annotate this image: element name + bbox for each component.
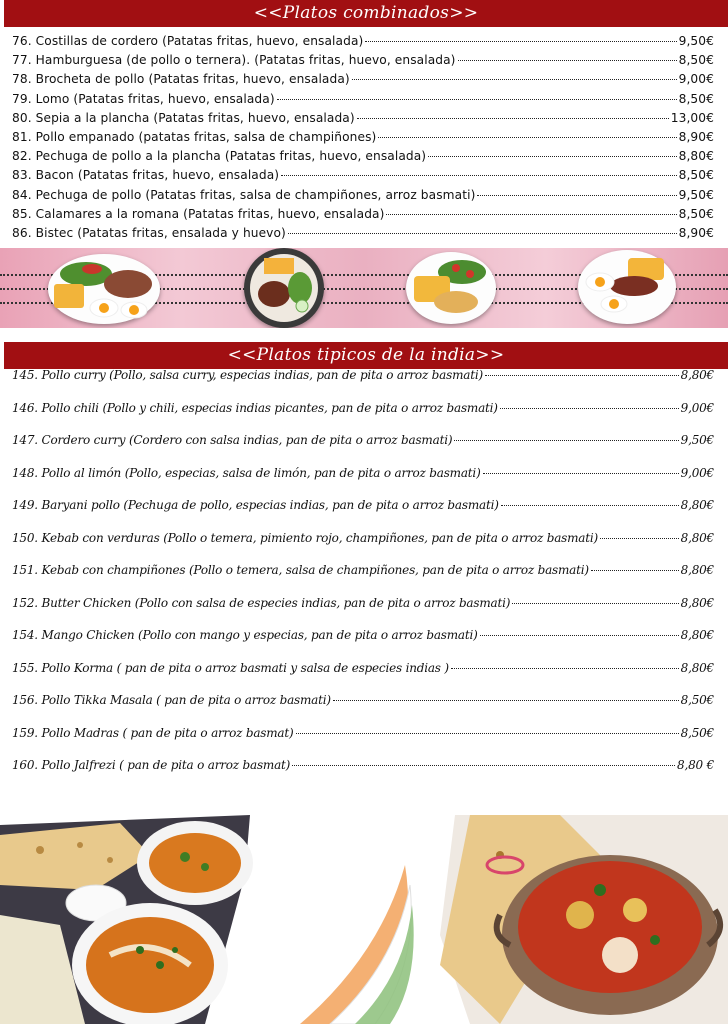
indian-food-illustration <box>0 815 728 1024</box>
menu-item-text: 160. Pollo Jalfrezi ( pan de pita o arroz basmat) <box>12 758 291 772</box>
menu-item[interactable] <box>0 531 728 564</box>
menu-item-price: 8,50€ <box>680 725 714 740</box>
section-title-platos-combinados: <<Platos combinados>> <box>4 0 728 27</box>
menu-item[interactable] <box>0 726 728 759</box>
plate-hamburguesa-image <box>244 248 324 328</box>
menu-item[interactable] <box>0 111 728 130</box>
leader-dots <box>288 233 677 234</box>
leader-dots <box>501 505 679 506</box>
menu-item-price: 9,00€ <box>680 400 714 415</box>
menu-item-price: 8,80€ <box>680 530 714 545</box>
menu-item[interactable] <box>0 130 728 149</box>
menu-item-price: 8,50€ <box>680 693 714 707</box>
menu-item-price: 8,50€ <box>678 206 714 221</box>
plate-brocheta-image <box>406 252 496 324</box>
menu-item-text: 81. Pollo empanado (patatas fritas, salsa de champiñones) <box>12 129 377 144</box>
menu-item-text: 79. Lomo (Patatas fritas, huevo, ensalada) <box>12 91 275 106</box>
menu-item-price: 8,80€ <box>680 368 714 382</box>
menu-item-price: 8,90€ <box>678 225 714 240</box>
menu-item-price: 8,80€ <box>680 563 714 577</box>
menu-item-price: 9,00€ <box>678 72 714 87</box>
leader-dots <box>600 538 679 539</box>
menu-item-price: 9,50€ <box>678 187 714 202</box>
menu-item[interactable] <box>0 433 728 466</box>
menu-item-text: 77. Hamburguesa (de pollo o ternera). (Patatas fritas, huevo, ensalada) <box>12 53 456 68</box>
indian-food-photos <box>0 815 728 1024</box>
menu-item-price: 8,50€ <box>678 91 714 106</box>
menu-item[interactable] <box>0 34 728 53</box>
menu-item-price: 9,50€ <box>680 433 714 447</box>
menu-item[interactable] <box>0 628 728 661</box>
leader-dots <box>281 175 676 176</box>
menu-item-price: 9,00€ <box>680 465 714 480</box>
leader-dots <box>428 156 676 157</box>
leader-dots <box>591 570 679 571</box>
menu-item-price: 8,80€ <box>680 595 714 610</box>
leader-dots <box>500 408 679 409</box>
leader-dots <box>512 603 678 604</box>
menu-item-price: 8,80€ <box>680 660 714 675</box>
menu-item-text: 159. Pollo Madras ( pan de pita o arroz basmat) <box>12 725 294 740</box>
leader-dots <box>378 137 676 138</box>
leader-dots <box>292 765 675 766</box>
menu-item[interactable] <box>0 168 728 187</box>
menu-item-text: 80. Sepia a la plancha (Patatas fritas, huevo, ensalada) <box>12 110 355 125</box>
leader-dots <box>485 375 679 376</box>
leader-dots <box>296 733 679 734</box>
leader-dots <box>365 41 676 42</box>
menu-item-price: 8,80 € <box>677 758 714 772</box>
menu-item[interactable] <box>0 661 728 694</box>
menu-item[interactable] <box>0 693 728 726</box>
menu-item-text: 76. Costillas de cordero (Patatas fritas, huevo, ensalada) <box>12 34 364 48</box>
menu-item-price: 8,50€ <box>678 168 714 183</box>
menu-item-text: 149. Baryani pollo (Pechuga de pollo, especias indias, pan de pita o arroz basmati) <box>12 498 499 512</box>
menu-item-text: 145. Pollo curry (Pollo, salsa curry, especias indias, pan de pita o arroz basmati) <box>12 368 483 382</box>
menu-item-text: 78. Brocheta de pollo (Patatas fritas, huevo, ensalada) <box>12 72 350 87</box>
menu-item[interactable] <box>0 401 728 434</box>
menu-item-text: 83. Bacon (Patatas fritas, huevo, ensalada) <box>12 168 280 183</box>
menu-item-text: 82. Pechuga de pollo a la plancha (Patatas fritas, huevo, ensalada) <box>12 149 427 164</box>
menu-item-text: 155. Pollo Korma ( pan de pita o arroz basmati y salsa de especies indias ) <box>12 660 449 675</box>
menu-item-price: 9,50€ <box>678 34 714 48</box>
leader-dots <box>333 700 679 701</box>
leader-dots <box>477 195 676 196</box>
menu-item-price: 8,80€ <box>678 149 714 164</box>
leader-dots <box>454 440 678 441</box>
menu-item[interactable] <box>0 498 728 531</box>
menu-item[interactable] <box>0 207 728 226</box>
section-title-platos-india: <<Platos tipicos de la india>> <box>4 342 728 369</box>
leader-dots <box>480 635 679 636</box>
plate-costillas-image <box>48 254 160 324</box>
menu-item-text: 148. Pollo al limón (Pollo, especias, salsa de limón, pan de pita o arroz basmati) <box>12 465 481 480</box>
menu-item-text: 84. Pechuga de pollo (Patatas fritas, salsa de champiñones, arroz basmati) <box>12 187 476 202</box>
menu-item-price: 8,90€ <box>678 129 714 144</box>
menu-item-text: 147. Cordero curry (Cordero con salsa indias, pan de pita o arroz basmati) <box>12 433 453 447</box>
menu-item[interactable] <box>0 53 728 72</box>
leader-dots <box>386 214 676 215</box>
menu-item[interactable] <box>0 92 728 111</box>
plate-lomo-image <box>578 250 676 324</box>
menu-item[interactable] <box>0 226 728 245</box>
menu-item-price: 13,00€ <box>670 110 714 125</box>
leader-dots <box>277 99 677 100</box>
menu-item-price: 8,80€ <box>680 628 714 642</box>
menu-item-text: 150. Kebab con verduras (Pollo o temera, pimiento rojo, champiñones, pan de pita o arroz basmati) <box>12 530 598 545</box>
menu-item[interactable] <box>0 596 728 629</box>
leader-dots <box>352 79 677 80</box>
menu-item-price: 8,80€ <box>680 498 714 512</box>
menu-item[interactable] <box>0 368 728 401</box>
menu-item-text: 86. Bistec (Patatas fritas, ensalada y huevo) <box>12 225 286 240</box>
menu-item-text: 146. Pollo chili (Pollo y chili, especias indias picantes, pan de pita o arroz basmati) <box>12 400 498 415</box>
leader-dots <box>451 668 679 669</box>
menu-item-price: 8,50€ <box>678 53 714 68</box>
leader-dots <box>357 118 669 119</box>
menu-item-text: 154. Mango Chicken (Pollo con mango y especias, pan de pita o arroz basmati) <box>12 628 478 642</box>
menu-item[interactable] <box>0 149 728 168</box>
menu-item-text: 151. Kebab con champiñones (Pollo o temera, salsa de champiñones, pan de pita o arroz basmati) <box>12 563 589 577</box>
menu-item[interactable] <box>0 188 728 207</box>
platos-india-list <box>0 368 728 791</box>
menu-item[interactable] <box>0 758 728 791</box>
menu-item-text: 152. Butter Chicken (Pollo con salsa de especies indias, pan de pita o arroz basmati) <box>12 595 511 610</box>
menu-item[interactable] <box>0 466 728 499</box>
menu-item-text: 85. Calamares a la romana (Patatas fritas, huevo, ensalada) <box>12 206 385 221</box>
leader-dots <box>458 60 677 61</box>
leader-dots <box>483 473 679 474</box>
food-photo-band <box>0 248 728 328</box>
menu-item-text: 156. Pollo Tikka Masala ( pan de pita o arroz basmati) <box>12 693 331 707</box>
platos-combinados-list <box>0 34 728 245</box>
menu-item[interactable] <box>0 72 728 91</box>
menu-item[interactable] <box>0 563 728 596</box>
